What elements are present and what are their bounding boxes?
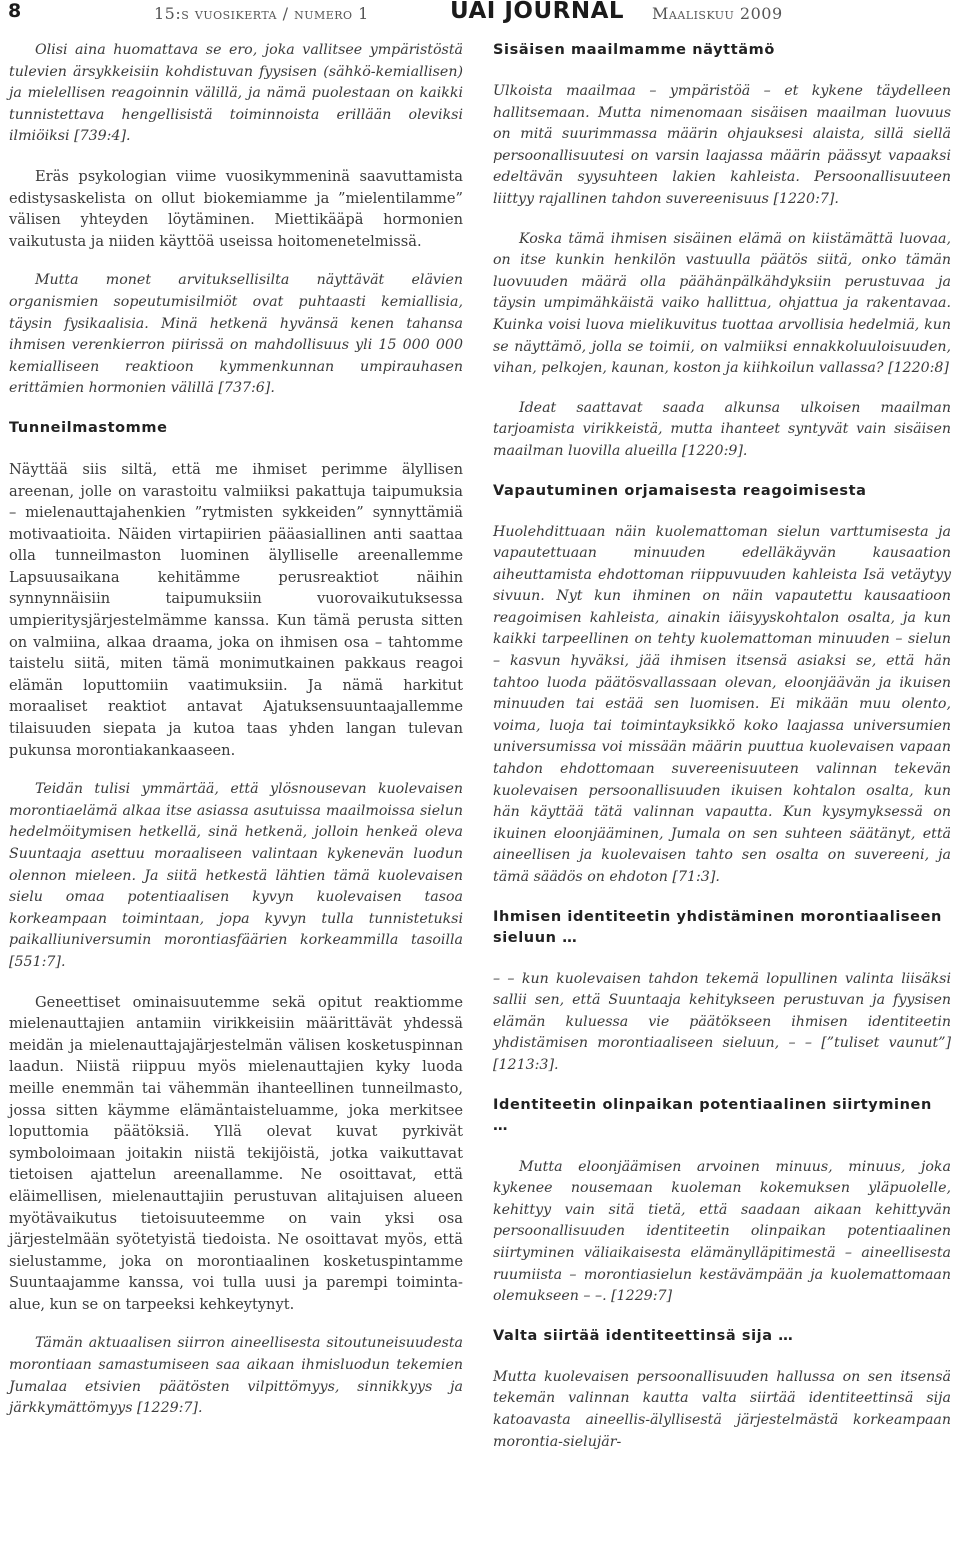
left-column [9,40,463,1438]
quote-paragraph: Ideat saattavat saada alkunsa ulkoisen maailman tarjoamista virikkeistä, mutta ihanteet syntyvät vain sisäisen maailman luovilla alueilla [1220:9]. [493,399,951,459]
quote-paragraph: Tämän aktuaalisen siirron aineellisesta sitoutuneisuudesta morontiaan samastumiseen saa aikaan ihmisluodun tekemien Jumalaa etsivien päätösten vilpittömyys, sinnikkyys ja järkkymättömyys [1229:7]. [9,1335,463,1417]
quote-paragraph: Huolehdittuaan näin kuolemattoman sielun varttumisesta ja vapautettuaan minuuden edelläkäyvän kausaation aiheuttamista ehdottoman riippuvuuden kahleista Isä vetäytyy sivuun. Nyt kun ihminen on näin vapautettu kausaatioon reagoimisen kahleista, ainakin iäisyyskohtalon osalta, ja kun kaikki tarpeellinen on tehty kuolemattoman minuuden – sielun – kasvun hyväksi, jää ihmisen itsensä asiaksi se, että hän tahtoo luoda päätösvallassaan olevan, eloonjäävän ja ikuisen minuuden tai estää sen luomisen. Ei mikään muu olento, voima, luoja tai toimintayksikkö koko laajassa universumien universumissa voi missään määrin puuttua kuolevaisen vapaan tahdon ehdottomaan suvereenisuuteen valinnan tekevän kuolevaisen persoonallisuuden ikuisen kohtalon osalta, kun hän käyttää tätä valinnan vapautta. Kun kysymyksessä on ikuinen eloonjääminen, Jumala on sen suhteen säätänyt, että aineellisen ja kuolevaisen tahto sen osalta on suvereeni, ja tämä säädös on ehdoton [71:3]. [493,523,951,885]
quote-paragraph: Mutta kuolevaisen persoonallisuuden hallussa on sen itsensä tekemän valinnan kautta valta siirtää identiteettinsä sija katoavasta aineellis-älyllisestä järjestelmästä korkeampaan morontia-sielujär- [493,1368,951,1450]
section-heading: Tunneilmastomme [9,419,168,436]
issue-label: 15:s vuosikerta / numero 1 [154,4,369,23]
quote-paragraph: Ulkoista maailmaa – ympäristöä – et kykene täydelleen hallitsemaan. Mutta nimenomaan sisäisen maailman luovuus on mitä suurimmassa määrin ohjauksesi alaista, sillä siellä persoonallisuutesi on varsin laajassa määrin päässyt vapaaksi edeltävän syysuhteen lakien kahleista. Persoonallisuuteen liittyy rajallinen tahdon suvereenisuus [1220:7]. [493,83,951,207]
right-column [493,40,951,1471]
section-heading: Vapautuminen orjamaisesta reagoimisesta [493,482,867,499]
body-paragraph: Geneettiset ominaisuutemme sekä opitut reaktiomme mielenauttajien antamiin virikkeisiin määrittävät yhdessä meidän ja mielenauttajajärjestelmän välisen kosketuspinnan laadun. Niistä riippuu myös mielenauttajien kyky luoda meille enemmän tai vähemmän ihanteellinen tunneilmasto, jossa sitten käymme elämäntaisteluamme, joka merkitsee loputtomia päätöksiä. Yllä olevat kuvat pyrkivät symboloimaan joitakin niistä tekijöistä, jotka vaikuttavat tietoisen ajattelun areenallamme. Ne osoittavat, että eläimellisen, mielenauttajiin perustuvan alitajuisen alueen myötävaikutus tietoisuuteemme on vain yksi osa järjestelmään syötetyistä tiedoista. Ne osoittavat myös, että sielustamme, joka on morontiaalinen kosketuspintamme Suuntaajamme kanssa, voi tulla uusi ja parempi toiminta-alue, kun se on tarpeeksi kehkeytynyt. [9,993,463,1313]
body-paragraph: Näyttää siis siltä, että me ihmiset perimme älyllisen areenan, jolle on varastoitu valmiiksi pakattuja taipumuksia – mielenauttajahenkien ”rytmisten sykkeiden” synnyttämiä motivaatioita. Näiden virtapiirien pääasiallinen anti saattaa olla tunneilmaston luominen älylliselle areenallemme Lapsuusaikana kehitämme perusreaktiot näihin synnynnäisiin taipumuksiin vuorovaikutuksessa umpieritysjärjestelmämme kanssa. Kun tämä perusta sitten on valmiina, alkaa draama, joka on ihmisen osa – tahtomme taistelu siitä, miten tämä monimutkainen pakkaus reagoi elämän loputtomiin vaatimuksiin. Ja nämä harkitut moraaliset reaktiot antavat Ajatuksensuuntaajallemme tilaisuuden siepata ja kutoa taas yhden langan tulevan pukunsa morontiakankaaseen. [9,460,463,759]
quote-paragraph: Mutta monet arvituksellisilta näyttävät elävien organismien sopeutumisilmiöt ovat puhtaasti kemiallisia, täysin fysikaalisia. Minä hetkenä hyvänsä kenen tahansa ihmisen verenkierron piirissä on mahdollisuus yli 15 000 000 kemialliseen reaktioon kymmenkunnan umpirauhasen erittämien hormonien välillä [737:6]. [9,272,463,397]
section-heading: Sisäisen maailmamme näyttämö [493,42,775,58]
body-paragraph: Eräs psykologian viime vuosikymmeninä saavuttamista edistysaskelista on ollut biokemiamme ja ”mielentilamme” välisen yhteyden löytäminen. Miettikääpä hormonien vaikutusta ja niiden käyttöä useissa hoitomenetelmissä. [9,167,463,250]
page-number: 8 [8,0,22,22]
quote-paragraph: – – kun kuolevaisen tahdon tekemä lopullinen valinta liisäksi sallii sen, että Suuntaaja kehitykseen perustuvan ja fyysisen elämän kuluessa vie päätökseen ihmisen identiteetin yhdistämisen morontiaaliseen sieluun, – – [”tuliset vaunut”] [1213:3]. [493,970,951,1073]
quote-paragraph: Olisi aina huomattava se ero, joka vallitsee ympäristöstä tulevien ärsykkeisiin kohdistuvan fyysisen (sähkö-kemiallisen) ja mielellisen reagoinnin välillä, ja nämä puolestaan on kaikki tunnistettava hengellisistä toiminnoista erillään oleviksi ilmiöiksi [739:4]. [9,42,463,145]
quote-paragraph: Koska tämä ihmisen sisäinen elämä on kiistämättä luovaa, on itse kunkin henkilön vastuulla päätös siitä, onko tämän luovuuden määrä olla päähänpälkähdyksiin perustuvaa ja täysin umpimähkäistä vaiko hallittua, ohjattua ja rakentavaa. Kuinka voisi luova mielikuvitus tuottaa arvollisia hedelmiä, kun se näyttämö, jolla se toimii, on valmiiksi ennakkoluuloisuuden, vihan, pelkojen, kaunan, koston ja kiihkoilun vallassa? [1220:8] [493,230,951,377]
quote-paragraph: Mutta eloonjäämisen arvoinen minuus, minuus, joka kykenee nousemaan kuoleman kokemuksen yläpuolelle, kehittyy vain sitä tietä, että saadaan aikaan kehittyvän persoonallisuuden identiteetin olinpaikan potentiaalinen siirtyminen väliaikaisesta elämänylläpitimestä – aineellisesta ruumiista – morontiasielun kestävämpään ja kuolemattomaan olemukseen – –. [1229:7] [493,1158,951,1305]
journal-title: UAI JOURNAL [450,0,625,24]
issue-date: Maaliskuu 2009 [652,4,783,23]
section-heading: Valta siirtää identiteettinsä sija … [493,1327,794,1344]
section-heading: Ihmisen identiteetin yhdistäminen morontiaaliseen sieluun … [493,908,942,946]
section-heading: Identiteetin olinpaikan potentiaalinen siirtyminen … [493,1096,932,1134]
page-header [0,0,960,36]
quote-paragraph: Teidän tulisi ymmärtää, että ylösnousevan kuolevaisen morontiaelämä alkaa itse asiassa asutuissa maailmoissa sielun hedelmöitymisen hetkellä, sinä hetkenä, jolloin henkeä oleva Suuntaaja asettuu moraaliseen valintaan kykenevän luodun olennon mieleen. Ja siitä hetkestä lähtien tämä kuolevaisen sielu omaa potentiaalisen kyvyn kuolevaisen tasoa korkeampaan toimintaan, jopa kyvyn tulla tunnistetuksi paikalliuniversumin morontiasfäärien korkeammilla tasoilla [551:7]. [9,781,463,970]
